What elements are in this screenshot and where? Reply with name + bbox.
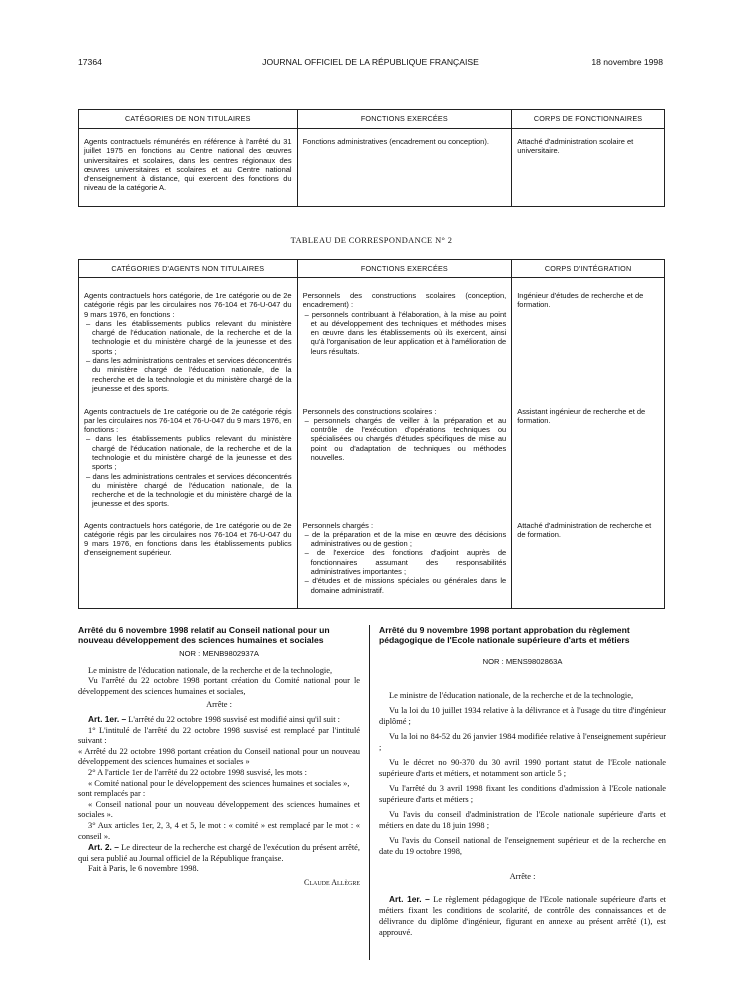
column-header: CORPS D'INTÉGRATION bbox=[512, 260, 665, 278]
article-1 bbox=[78, 714, 360, 726]
column-header: CATÉGORIES D'AGENTS NON TITULAIRES bbox=[79, 260, 298, 278]
table-header-row bbox=[79, 110, 665, 129]
paragraph: Le ministre de l'éducation nationale, de la recherche et de la technologie, bbox=[88, 665, 333, 675]
cell-item: – dans les administrations centrales et services déconcentrés du ministère chargé de l'éducation nationale, de la recherche et de la technologie et du ministère chargé de la jeunesse et des sports. bbox=[86, 471, 292, 509]
article-label: Art. 1er. – bbox=[88, 713, 127, 724]
article-text: L'arrêté du 22 octobre 1998 susvisé est modifié ainsi qu'il suit : bbox=[128, 714, 340, 724]
paragraph: Vu l'arrêté du 22 octobre 1998 portant création du Comité national pour le développement des sciences humaines et sociales, bbox=[78, 676, 360, 696]
paragraph: Vu la loi du 10 juillet 1934 relative à la délivrance et à l'usage du titre d'ingénieur diplômé ; bbox=[379, 705, 666, 726]
paragraph: Vu l'avis du Conseil national de l'enseignement supérieur et de la recherche en date du 19 octobre 1998, bbox=[379, 835, 666, 856]
cell-text: Personnels des constructions scolaires : bbox=[302, 406, 437, 416]
cell-text: Agents contractuels hors catégorie, de 1re catégorie ou de 2e catégorie régis par les circulaires nos 76-104 et 76-U-047 du 9 mars 1976, en fonctions dans les établissements publics d'enseignement supérieur. bbox=[84, 520, 292, 558]
cell-corps: Attaché d'administration scolaire et universitaire. bbox=[512, 129, 665, 207]
table-row bbox=[79, 519, 665, 609]
paragraph: 1° L'intitulé de l'arrêté du 22 octobre 1998 susvisé est remplacé par l'intitulé suivant : bbox=[78, 725, 360, 746]
table-header-row bbox=[79, 260, 665, 278]
cell-corps: Attaché d'administration de recherche et de formation. bbox=[512, 519, 665, 609]
cell-item: – dans les établissements publics relevant du ministère chargé de l'éducation nationale, de la recherche et de la technologie et du ministère chargé de la jeunesse et des sports ; bbox=[86, 434, 292, 472]
paragraph: Vu l'arrêté du 3 avril 1998 fixant les conditions d'admission à l'Ecole nationale supérieure d'arts et métiers ; bbox=[379, 783, 666, 804]
column-header: FONCTIONS EXERCÉES bbox=[297, 260, 512, 278]
article-text: Le directeur de la recherche est chargé de l'exécution du présent arrêté, qui sera publié au Journal officiel de la République française. bbox=[78, 843, 360, 863]
cell-categorie bbox=[79, 278, 298, 405]
cell-item: – personnels chargés de veiller à la préparation et au contrôle de l'exécution d'opérations techniques ou spécialisées ou chargés d'études spécifiques de mise au point ou d'adaptation de techniques ou méthodes nouvelles. bbox=[304, 415, 507, 462]
publication-date: 18 novembre 1998 bbox=[591, 57, 663, 67]
arrete-label: Arrête : bbox=[206, 700, 232, 710]
paragraph: Vu le décret no 90-370 du 30 avril 1990 portant statut de l'Ecole nationale supérieure d'arts et métiers, et notamment son article 5 ; bbox=[379, 757, 666, 778]
arrete-label: Arrête : bbox=[509, 871, 536, 881]
article-title: Arrêté du 9 novembre 1998 portant approbation du règlement pédagogique de l'Ecole nationale supérieure d'arts et métiers bbox=[379, 625, 630, 645]
table-row bbox=[79, 129, 665, 207]
table-row bbox=[79, 405, 665, 519]
article-1 bbox=[379, 894, 666, 938]
page-header bbox=[78, 57, 663, 71]
paragraph: « Arrêté du 22 octobre 1998 portant création du Conseil national pour un nouveau développement des sciences humaines et sociales » bbox=[78, 746, 360, 767]
article-label: Art. 2. – bbox=[88, 842, 119, 853]
cell-fonctions: Fonctions administratives (encadrement ou conception). bbox=[297, 129, 512, 207]
page-number: 17364 bbox=[78, 57, 102, 67]
cell-item: – de la préparation et de la mise en œuvre des décisions administratives ou de gestion ; bbox=[304, 529, 507, 549]
signature: Claude Allègre bbox=[304, 877, 360, 887]
article-title: Arrêté du 6 novembre 1998 relatif au Conseil national pour un nouveau développement des sciences humaines et sociales bbox=[78, 625, 330, 645]
cell-categorie bbox=[79, 519, 298, 609]
cell-text: Agents contractuels hors catégorie, de 1re catégorie ou de 2e catégorie régis par les circulaires nos 76-104 et 76-U-047 du 9 mars 1976, en fonctions : bbox=[84, 291, 292, 319]
paragraph: « Conseil national pour un nouveau développement des sciences humaines et sociales ». bbox=[78, 799, 360, 820]
cell-item: – dans les établissements publics relevant du ministère chargé de l'éducation nationale, de la recherche et de la technologie et du ministère chargé de la jeunesse et des sports ; bbox=[86, 318, 292, 356]
cell-fonctions bbox=[297, 278, 512, 405]
cell-text: Agents contractuels de 1re catégorie ou de 2e catégorie régis par les circulaires nos 76-104 et 76-U-047 du 9 mars 1976, en fonctions : bbox=[84, 406, 292, 435]
cell-item: – dans les administrations centrales et services déconcentrés du ministère chargé de l'éducation nationale, de la recherche et de la technologie et du ministère chargé de la jeunesse et des sports. bbox=[86, 356, 292, 393]
table-title: TABLEAU DE CORRESPONDANCE N° 2 bbox=[290, 236, 453, 245]
cell-text: Personnels des constructions scolaires (conception, encadrement) : bbox=[302, 291, 507, 310]
paragraph: 3° Aux articles 1er, 2, 3, 4 et 5, le mot : « comité » est remplacé par le mot : « conseil ». bbox=[78, 820, 360, 841]
table-correspondance-2 bbox=[78, 259, 665, 609]
cell-corps: Assistant ingénieur de recherche et de formation. bbox=[512, 405, 665, 519]
article-right bbox=[379, 625, 666, 942]
nor-reference: NOR : MENB9802937A bbox=[179, 649, 259, 658]
cell-corps: Ingénieur d'études de recherche et de formation. bbox=[512, 278, 665, 405]
cell-text: Personnels chargés : bbox=[302, 520, 374, 530]
cell-categorie: Agents contractuels rémunérés en référence à l'arrêté du 31 juillet 1975 en fonctions au Centre national des œuvres universitaires et scolaires, dans les centres régionaux des œuvres universitaires et scolaires et au Centre national d'enseignement à distance, qui exercent des fonctions du niveau de la catégorie A. bbox=[79, 129, 298, 207]
paragraph: Fait à Paris, le 6 novembre 1998. bbox=[88, 864, 199, 874]
article-2 bbox=[78, 842, 360, 864]
article-left bbox=[78, 625, 360, 888]
column-divider bbox=[369, 625, 370, 960]
article-text: Le règlement pédagogique de l'Ecole nationale supérieure d'arts et métiers fixant les conditions de scolarité, de contrôle des connaissances et de délivrance du diplôme d'ingénieur, figurant en annexe au présent arrêté (1), est approuvé. bbox=[379, 894, 666, 937]
column-header: CATÉGORIES DE NON TITULAIRES bbox=[79, 110, 298, 129]
cell-categorie bbox=[79, 405, 298, 519]
paragraph: « Comité national pour le développement des sciences humaines et sociales », bbox=[88, 778, 350, 788]
paragraph: Le ministre de l'éducation nationale, de la recherche et de la technologie, bbox=[389, 690, 634, 700]
cell-item: – de l'exercice des fonctions d'adjoint auprès de fonctionnaires assumant des responsabilités administratives importantes ; bbox=[304, 548, 507, 576]
table-row bbox=[79, 278, 665, 405]
table-non-titulaires bbox=[78, 109, 665, 207]
paragraph: sont remplacés par : bbox=[78, 789, 146, 799]
column-header: CORPS DE FONCTIONNAIRES bbox=[512, 110, 665, 129]
paragraph: 2° A l'article 1er de l'arrêté du 22 octobre 1998 susvisé, les mots : bbox=[88, 767, 307, 777]
cell-item: – personnels contribuant à l'élaboration, à la mise au point et au développement des techniques et méthodes mises en œuvre dans les établissements où ils exercent, ainsi qu'à l'organisation de leur application et à l'amélioration de leurs résultats. bbox=[304, 309, 507, 356]
article-label: Art. 1er. – bbox=[389, 893, 430, 904]
journal-title: JOURNAL OFFICIEL DE LA RÉPUBLIQUE FRANÇAISE bbox=[262, 57, 479, 67]
cell-fonctions bbox=[297, 519, 512, 609]
paragraph: Vu la loi no 84-52 du 26 janvier 1984 modifiée relative à l'enseignement supérieur ; bbox=[379, 731, 666, 752]
cell-fonctions bbox=[297, 405, 512, 519]
paragraph: Vu l'avis du conseil d'administration de l'Ecole nationale supérieure d'arts et métiers en date du 18 juin 1998 ; bbox=[379, 809, 666, 830]
nor-reference: NOR : MENS9802863A bbox=[482, 657, 563, 666]
cell-item: – d'études et de missions spéciales ou générales dans le domaine administratif. bbox=[304, 576, 507, 595]
column-header: FONCTIONS EXERCÉES bbox=[297, 110, 512, 129]
